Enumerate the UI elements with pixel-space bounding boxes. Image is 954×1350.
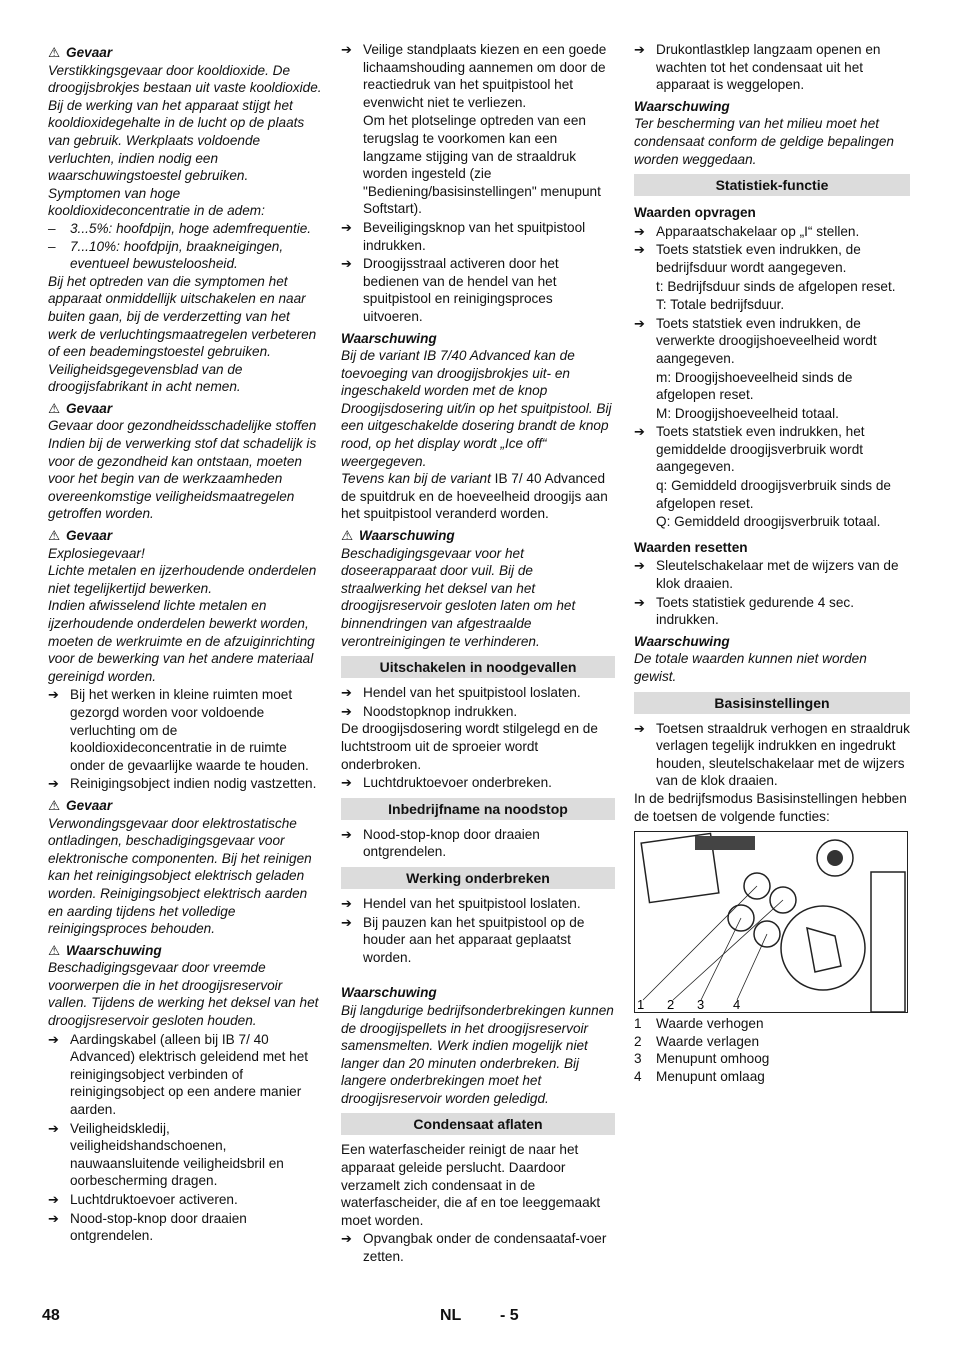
- warning-text: Indien afwisselend lichte metalen en ijzerhoudende onderdelen bewerkt worden, moeten de werkruimte en de afzuiginrichting voor de bewerking van het andere materiaal gereinigd worden.: [48, 598, 315, 684]
- step-note: M: Droogijshoeveelheid totaal.: [656, 405, 839, 421]
- step-item: ➔ Noodstopknop indrukken.: [341, 703, 518, 719]
- pressure-knob: [781, 906, 865, 990]
- warning-triangle-icon: ⚠: [48, 942, 61, 958]
- column-1: [48, 40, 322, 1245]
- step-note: m: Droogijshoeveelheid sinds de afgelopen reset.: [656, 369, 853, 403]
- dash-item: – 7...10%: hoofdpijn, braakneigingen, eventueel bewusteloosheid.: [48, 238, 284, 272]
- arrow-right-icon: ➔: [341, 703, 352, 719]
- warning-text: Bij het optreden van die symptomen het apparaat onmiddellijk uitschakelen en naar buiten gaan, bij de verderzetting van het werk de verluchtingsmaatregelen verbeteren of een beademingstoestel gebruiken. Veiligheidsgegevensblad van de droogijsfabrikant in acht nemen.: [48, 273, 317, 395]
- step-item: ➔ Veiligheidskledij, veiligheidshandschoenen, nauwaansluitende veiligheidsbril en oorbescherming dragen.: [48, 1120, 284, 1189]
- warning-text: Bij de variant IB 7/40 Advanced kan de toevoeging van droogijsbrokjes uit- en ingeschakeld worden met de knop Droogijsdosering uit/in op het spuitpistool. Bij een uitgeschakelde dosering brandt de knop rood, op het display wordt „Ice off“ weergegeven.: [341, 348, 612, 469]
- arrow-right-icon: ➔: [634, 242, 645, 258]
- warning-heading: Waarschuwing: [341, 330, 437, 346]
- step-item: ➔ Veilige standplaats kiezen en een goede lichaamshouding aannemen om door de reactiedruk van het spuitpistool het evenwicht niet te verliezen.: [341, 42, 607, 110]
- step-item: ➔ Toetsen straaldruk verhogen en straaldruk verlagen tegelijk indrukken en ingedrukt houden, sleutelschakelaar met de wijzers van de klok draaien.: [634, 720, 910, 789]
- step-item: ➔ Toets statistiek gedurende 4 sec. indrukken.: [634, 594, 854, 628]
- step-item: ➔ Aardingskabel (alleen bij IB 7/ 40 Advanced) elektrisch geleidend met het reinigingsobject verbinden of reinigingsobject op een andere manier aarden.: [48, 1031, 309, 1118]
- arrow-right-icon: ➔: [634, 424, 645, 440]
- step-item: ➔ Luchtdruktoevoer onderbreken.: [341, 775, 552, 791]
- paragraph: De droogijsdosering wordt stilgelegd en de luchtstroom uit de sproeier wordt onderbroken.: [341, 721, 598, 772]
- legend-item: 4 Menupunt omlaag: [634, 1068, 765, 1084]
- dash-icon: –: [48, 238, 56, 254]
- language-code: NL: [440, 1307, 462, 1324]
- arrow-right-icon: ➔: [634, 42, 645, 57]
- warning-text: Explosiegevaar!: [48, 545, 145, 561]
- arrow-right-icon: ➔: [341, 219, 352, 235]
- leader-line-3: [701, 918, 741, 1000]
- section-heading: Werking onderbreken: [341, 867, 615, 889]
- step-item: ➔ Luchtdruktoevoer activeren.: [48, 1192, 238, 1207]
- column-3: [634, 40, 910, 1086]
- legend-item: 3 Menupunt omhoog: [634, 1051, 770, 1067]
- paragraph: Een waterfascheider reinigt de naar het apparaat geleide perslucht. Daardoor verzamelt zich condensaat in de waterfascheider, die af en toe leeggemaakt moet worden.: [341, 1142, 601, 1228]
- warning-heading: ⚠ Gevaar: [48, 45, 113, 60]
- step-item: ➔ Toets statstiek even indrukken, de verwerkte droogijshoeveelheid wordt aangegeven.: [634, 315, 877, 366]
- warning-text: Beschadigingsgevaar door vreemde voorwerpen die in het droogijsreservoir vallen. Tijdens de werking het deksel van het droogijsreservoir gesloten houden.: [48, 960, 319, 1029]
- warning-heading: Waarschuwing: [634, 98, 730, 114]
- step-item: ➔ Toets statstiek even indrukken, de bedrijfsduur wordt aangegeven.: [634, 242, 861, 275]
- step-item: ➔ Droogijsstraal activeren door het bedienen van de hendel van het spuitpistool en reinigingsproces uitvoeren.: [341, 256, 559, 324]
- arrow-right-icon: ➔: [48, 776, 59, 792]
- figure-legend: [634, 1015, 910, 1085]
- warning-text: Verstikkingsgevaar door kooldioxide. De droogijsbrokjes bestaan uit vaste kooldioxide. Bij de werking van het apparaat stijgt het kooldioxidegehalte in de lucht op de plaats van gebruik. Werkplaats voldoende verluchten, indien nodig een waarschuwingstoestel gebruiken. Symptomen van hoge kooldioxideconcentratie in de adem:: [48, 62, 322, 219]
- dash-icon: –: [48, 220, 56, 236]
- arrow-right-icon: ➔: [341, 895, 352, 911]
- warning-text: De totale waarden kunnen niet worden gewist.: [634, 651, 867, 684]
- warning-heading: Waarschuwing: [634, 633, 730, 649]
- arrow-right-icon: ➔: [341, 826, 352, 842]
- arrow-right-icon: ➔: [341, 256, 352, 272]
- arrow-right-icon: ➔: [341, 775, 352, 791]
- knob-handle: [807, 928, 841, 972]
- warning-triangle-icon: ⚠: [48, 528, 61, 544]
- warning-triangle-icon: ⚠: [48, 797, 61, 813]
- warning-triangle-icon: ⚠: [48, 400, 61, 416]
- control-panel-figure: [634, 831, 908, 1013]
- arrow-right-icon: ➔: [48, 1120, 59, 1136]
- warning-triangle-icon: ⚠: [48, 45, 61, 60]
- arrow-right-icon: ➔: [48, 1210, 59, 1226]
- step-item: ➔ Beveiligingsknop van het spuitpistool indrukken.: [341, 219, 586, 253]
- step-item: ➔ Sleutelschakelaar met de wijzers van de klok draaien.: [634, 558, 899, 592]
- arrow-right-icon: ➔: [634, 594, 645, 610]
- subheading: Waarden resetten: [634, 539, 748, 555]
- step-item: ➔ Drukontlastklep langzaam openen en wachten tot het condensaat uit het apparaat is weggelopen.: [634, 42, 881, 93]
- warning-triangle-icon: ⚠: [341, 528, 354, 544]
- warning-heading: Waarschuwing: [341, 985, 437, 1001]
- figure-label: 2: [667, 997, 675, 1013]
- column-2: [341, 40, 615, 1266]
- figure-label: 1: [637, 997, 645, 1013]
- step-item: ➔ Apparaatschakelaar op „I“ stellen.: [634, 223, 860, 239]
- arrow-right-icon: ➔: [634, 223, 645, 239]
- step-item: ➔ Bij pauzen kan het spuitpistool op de houder aan het apparaat geplaatst worden.: [341, 914, 585, 965]
- arrow-right-icon: ➔: [634, 315, 645, 331]
- step-item: ➔ Hendel van het spuitpistool loslaten.: [341, 685, 581, 701]
- warning-heading: ⚠ Gevaar: [48, 400, 113, 416]
- page-number: 48: [42, 1307, 60, 1324]
- warning-heading: ⚠ Gevaar: [48, 797, 113, 813]
- section-heading: Basisinstellingen: [634, 692, 910, 714]
- dash-item: – 3...5%: hoofdpijn, hoge ademfrequentie.: [48, 220, 312, 236]
- arrow-right-icon: ➔: [48, 687, 59, 703]
- step-item: ➔ Hendel van het spuitpistool loslaten.: [341, 895, 581, 911]
- step-item: ➔ Reinigingsobject indien nodig vastzetten.: [48, 776, 317, 792]
- arrow-right-icon: ➔: [634, 720, 645, 736]
- section-heading: Uitschakelen in noodgevallen: [341, 656, 615, 678]
- arrow-right-icon: ➔: [341, 1231, 352, 1247]
- warning-heading: ⚠ Waarschuwing: [48, 942, 162, 958]
- section-heading: Statistiek-functie: [634, 174, 910, 196]
- figure-label: 4: [733, 997, 741, 1013]
- section-heading: Condensaat aflaten: [341, 1113, 615, 1135]
- step-item: ➔ Opvangbak onder de condensaataf-voer zetten.: [341, 1231, 607, 1265]
- icon-strip: [695, 836, 755, 850]
- warning-heading: ⚠ Waarschuwing: [341, 528, 455, 544]
- spacer: [341, 966, 615, 980]
- key-switch-core: [827, 850, 843, 866]
- warning-text: Ter bescherming van het milieu moet het condensaat conform de geldige bepalingen worden weggedaan.: [634, 116, 894, 167]
- warning-text: Lichte metalen en ijzerhoudende onderdelen niet tegelijkertijd bewerken.: [48, 563, 317, 596]
- leader-line-4: [737, 934, 767, 1000]
- sub-page-number: - 5: [500, 1307, 519, 1324]
- arrow-right-icon: ➔: [341, 42, 352, 57]
- step-item: ➔ Bij het werken in kleine ruimten moet gezorgd worden voor voldoende verluchting om de kooldioxideconcentratie in de ruimte onder de gevaarlijke waarde te houden.: [48, 687, 309, 773]
- warning-text: Verwondingsgevaar door elektrostatische ontladingen, beschadigingsgevaar voor elektronische componenten. Bij het reinigen kan het reinigingsobject elektrisch geladen worden. Reinigingsobject elektrisch aarden en aarding tijdens het volledige reinigingsproces behouden.: [48, 815, 312, 937]
- control-panel-drawing: [635, 832, 907, 1012]
- section-heading: Inbedrijfname na noodstop: [341, 798, 615, 820]
- arrow-right-icon: ➔: [341, 685, 352, 701]
- step-note: T: Totale bedrijfsduur.: [656, 297, 785, 313]
- paragraph: In de bedrijfsmodus Basisinstellingen hebben de toetsen de volgende functies:: [634, 790, 907, 824]
- step-note: Om het plotselinge optreden van een terugslag te voorkomen kan een langzame stijging van de straaldruk worden ingesteld (zie "Bediening/basisinstellingen" menupunt Softstart).: [363, 113, 601, 217]
- step-note: Q: Gemiddeld droogijsverbruik totaal.: [656, 514, 881, 530]
- warning-heading: ⚠ Gevaar: [48, 528, 113, 544]
- arrow-right-icon: ➔: [341, 914, 352, 930]
- figure-label: 3: [697, 997, 705, 1013]
- arrow-right-icon: ➔: [48, 1031, 59, 1047]
- subheading: Waarden opvragen: [634, 205, 756, 221]
- housing-side: [871, 872, 905, 1012]
- warning-text: Gevaar door gezondheidsschadelijke stoffen Indien bij de verwerking stof dat schadelijk is voor de gezondheid kan ontstaan, moeten voor het begin van de werkzaamheden overeenkomstige veiligheidsmaatregelen getroffen worden.: [48, 418, 317, 522]
- warning-text: Bij langdurige bedrijfsonderbrekingen kunnen de droogijspellets in het droogijsreservoir samensmelten. Werk indien mogelijk niet langer dan 20 minuten onderbreken. Bij langere onderbrekingen moet het droogijsreservoir worden geledigd.: [341, 1002, 614, 1106]
- warning-text: Beschadigingsgevaar voor het doseerapparaat door vuil. Bij de straalwerking het deksel van het droogijsreservoir gesloten laten om het binnendringen van afgestraalde verontreinigingen te verhinderen.: [341, 545, 576, 649]
- arrow-right-icon: ➔: [48, 1192, 59, 1207]
- step-item: ➔ Toets statstiek even indrukken, het gemiddelde droogijsverbruik wordt aangegeven.: [634, 424, 865, 475]
- step-item: ➔ Nood-stop-knop door draaien ontgrendelen.: [341, 826, 540, 860]
- legend-item: 2 Waarde verlagen: [634, 1033, 760, 1049]
- step-note: q: Gemiddeld droogijsverbruik sinds de afgelopen reset.: [656, 478, 891, 511]
- step-note: t: Bedrijfsduur sinds de afgelopen reset.: [656, 278, 896, 294]
- warning-text: Tevens kan bij de variant IB 7/ 40 Advanced de spuitdruk en de hoeveelheid droogijs aan het spuitpistool veranderd worden.: [341, 471, 608, 522]
- legend-item: 1 Waarde verhogen: [634, 1016, 764, 1032]
- leader-line-1: [643, 886, 757, 1000]
- step-item: ➔ Nood-stop-knop door draaien ontgrendelen.: [48, 1210, 247, 1244]
- arrow-right-icon: ➔: [634, 558, 645, 574]
